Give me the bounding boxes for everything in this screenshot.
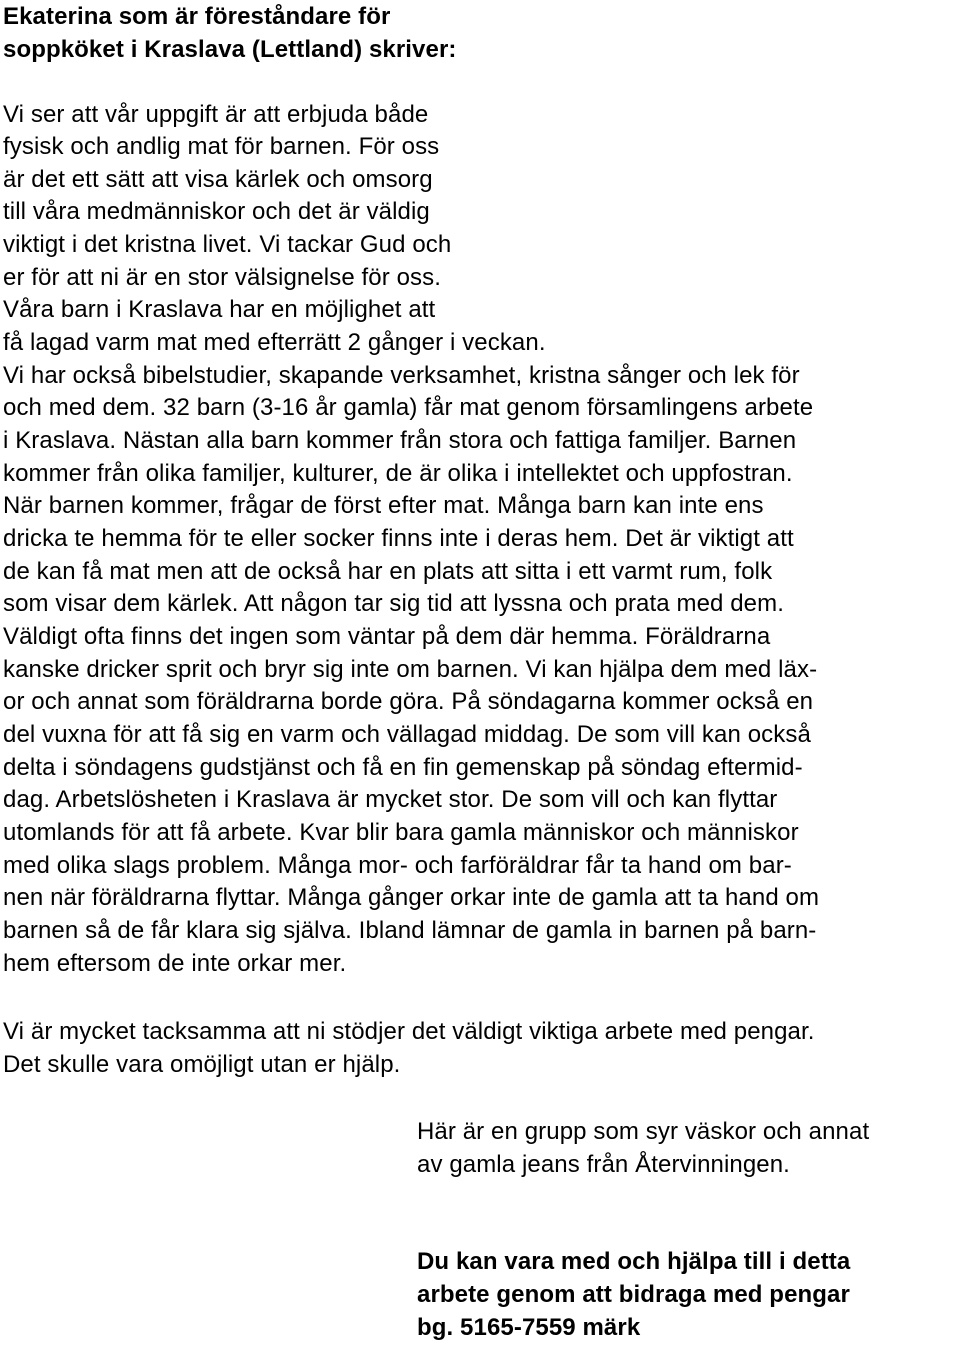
body-line: kanske dricker sprit och bryr sig inte om barnen. Vi kan hjälpa dem med läx-: [3, 656, 818, 683]
body-line: Vi ser att vår uppgift är att erbjuda både: [3, 101, 429, 128]
body-line: som visar dem kärlek. Att någon tar sig tid att lyssna och prata med dem.: [3, 590, 784, 617]
body-line: nen när föräldrarna flyttar. Många gånger orkar inte de gamla att ta hand om: [3, 884, 820, 911]
body-line: fysisk och andlig mat för barnen. För oss: [3, 133, 440, 160]
body-line: och med dem. 32 barn (3-16 år gamla) får mat genom församlingens arbete: [3, 394, 814, 421]
heading-line: Ekaterina som är föreståndare för: [3, 3, 391, 30]
photo-caption-line: Här är en grupp som syr väskor och annat: [417, 1118, 870, 1145]
body-line: Vi har också bibelstudier, skapande verksamhet, kristna sånger och lek för: [3, 362, 800, 389]
body-line: få lagad varm mat med efterrätt 2 gånger i veckan.: [3, 329, 546, 356]
body-line: dricka te hemma för te eller socker finns inte i deras hem. Det är viktigt att: [3, 525, 794, 552]
body-line: dag. Arbetslösheten i Kraslava är mycket stor. De som vill och kan flyttar: [3, 786, 778, 813]
body-line: med olika slags problem. Många mor- och farföräldrar får ta hand om bar-: [3, 852, 792, 879]
body-line: hem eftersom de inte orkar mer.: [3, 950, 347, 977]
body-line: del vuxna för att få sig en varm och vällagad middag. De som vill kan också: [3, 721, 811, 748]
donation-appeal-line: arbete genom att bidraga med pengar: [417, 1281, 850, 1308]
photo-caption-line: av gamla jeans från Återvinningen.: [417, 1151, 790, 1178]
body-line: er för att ni är en stor välsignelse för oss.: [3, 264, 442, 291]
body-line: delta i söndagens gudstjänst och få en fin gemenskap på söndag eftermid-: [3, 754, 803, 781]
body-line: barnen så de får klara sig själva. Ibland lämnar de gamla in barnen på barn-: [3, 917, 817, 944]
body-line: Våra barn i Kraslava har en möjlighet att: [3, 296, 436, 323]
body-line: utomlands för att få arbete. Kvar blir bara gamla människor och människor: [3, 819, 799, 846]
body-line: i Kraslava. Nästan alla barn kommer från stora och fattiga familjer. Barnen: [3, 427, 797, 454]
body-line: viktigt i det kristna livet. Vi tackar Gud och: [3, 231, 452, 258]
donation-appeal-line: Du kan vara med och hjälpa till i detta: [417, 1248, 851, 1275]
donation-appeal-line: bg. 5165-7559 märk: [417, 1314, 641, 1341]
body-line: de kan få mat men att de också har en plats att sitta i ett varmt rum, folk: [3, 558, 773, 585]
thanks-line: Det skulle vara omöjligt utan er hjälp.: [3, 1051, 401, 1078]
heading-line: soppköket i Kraslava (Lettland) skriver:: [3, 36, 457, 63]
body-line: När barnen kommer, frågar de först efter mat. Många barn kan inte ens: [3, 492, 764, 519]
body-line: Väldigt ofta finns det ingen som väntar på dem där hemma. Föräldrarna: [3, 623, 771, 650]
body-line: är det ett sätt att visa kärlek och omsorg: [3, 166, 433, 193]
body-line: kommer från olika familjer, kulturer, de är olika i intellektet och uppfostran.: [3, 460, 793, 487]
body-line: till våra medmänniskor och det är väldig: [3, 198, 430, 225]
thanks-line: Vi är mycket tacksamma att ni stödjer det väldigt viktiga arbete med pengar.: [3, 1018, 815, 1045]
body-line: or och annat som föräldrarna borde göra. På söndagarna kommer också en: [3, 688, 814, 715]
